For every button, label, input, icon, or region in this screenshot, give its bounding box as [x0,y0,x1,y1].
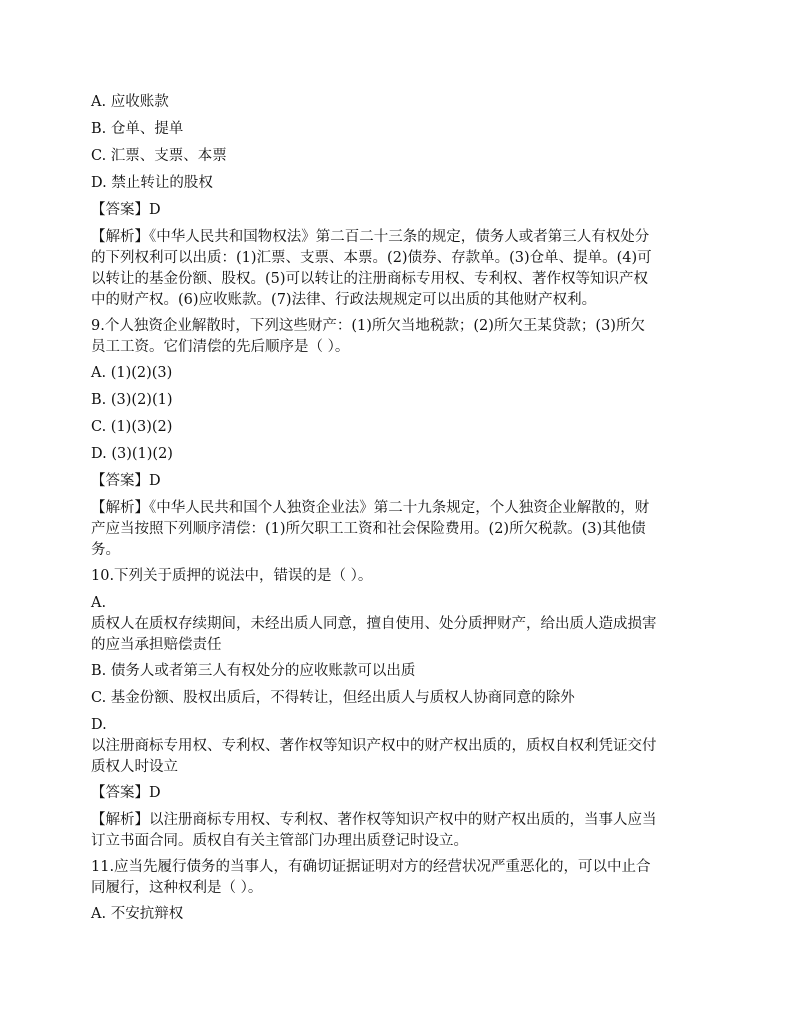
q9-analysis [91,498,707,561]
q10-option-d-line: 质权人时设立 [91,759,178,775]
q8-option-d: D. 禁止转让的股权 [91,175,213,191]
q9-analysis-line: 【解析】《中华人民共和国个人独资企业法》第二十九条规定，个人独资企业解散的，财 [91,500,650,516]
q9-stem [91,316,707,358]
q10-option-a-label: A. [91,595,107,611]
q11-stem [91,857,707,899]
q9-analysis-line: 产应当按照下列顺序清偿：(1)所欠职工工资和社会保险费用。(2)所欠税款。(3)其他债 [91,521,646,537]
q10-option-d-label: D. [91,717,107,733]
q11-stem-line: 11.应当先履行债务的当事人，有确切证据证明对方的经营状况严重恶化的，可以中止合 [91,859,651,875]
q10-option-d [91,715,707,778]
q10-answer: 【答案】D [91,785,161,801]
q10-option-b: B. 债务人或者第三人有权处分的应收账款可以出质 [91,663,416,679]
q9-option-c: C. (1)(3)(2) [91,419,173,435]
q8-analysis-line: 的下列权利可以出质：(1)汇票、支票、本票。(2)债券、存款单。(3)仓单、提单。(4)可 [91,250,652,266]
exam-page [91,92,707,931]
q8-option-a: A. 应收账款 [91,94,169,110]
q9-option-d: D. (3)(1)(2) [91,446,173,462]
q11-stem-line: 同履行，这种权利是（ ）。 [91,880,263,896]
q10-option-a-line: 质权人在质权存续期间，未经出质人同意，擅自使用、处分质押财产，给出质人造成损害 [91,616,657,632]
q10-option-c: C. 基金份额、股权出质后，不得转让，但经出质人与质权人协商同意的除外 [91,690,575,706]
q9-answer: 【答案】D [91,473,161,489]
q10-stem: 10.下列关于质押的说法中，错误的是（ ）。 [91,568,373,584]
q8-answer: 【答案】D [91,202,161,218]
q10-option-a-line: 的应当承担赔偿责任 [91,637,222,653]
q9-stem-line: 9.个人独资企业解散时，下列这些财产：(1)所欠当地税款；(2)所欠王某贷款；(3)所欠 [91,318,645,334]
q8-analysis-line: 【解析】《中华人民共和国物权法》第二百二十三条的规定，债务人或者第三人有权处分 [91,229,650,245]
q10-analysis-line: 订立书面合同。质权自有关主管部门办理出质登记时设立。 [91,833,468,849]
q8-analysis-line: 以转让的基金份额、股权。(5)可以转让的注册商标专用权、专利权、著作权等知识产权 [91,271,649,287]
q10-option-d-line: 以注册商标专用权、专利权、著作权等知识产权中的财产权出质的，质权自权利凭证交付 [91,738,657,754]
q11-option-a: A. 不安抗辩权 [91,906,184,922]
q9-option-a: A. (1)(2)(3) [91,365,173,381]
q10-analysis [91,810,707,852]
q10-option-a [91,593,707,656]
q9-analysis-line: 务。 [91,542,120,558]
q9-option-b: B. (3)(2)(1) [91,392,173,408]
q8-analysis [91,227,707,311]
q10-analysis-line: 【解析】以注册商标专用权、专利权、著作权等知识产权中的财产权出质的，当事人应当 [91,812,657,828]
q9-stem-line: 员工工资。它们清偿的先后顺序是（ ）。 [91,339,350,355]
q8-option-b: B. 仓单、提单 [91,121,184,137]
q8-analysis-line: 中的财产权。(6)应收账款。(7)法律、行政法规规定可以出质的其他财产权利。 [91,292,597,308]
q8-option-c: C. 汇票、支票、本票 [91,148,227,164]
